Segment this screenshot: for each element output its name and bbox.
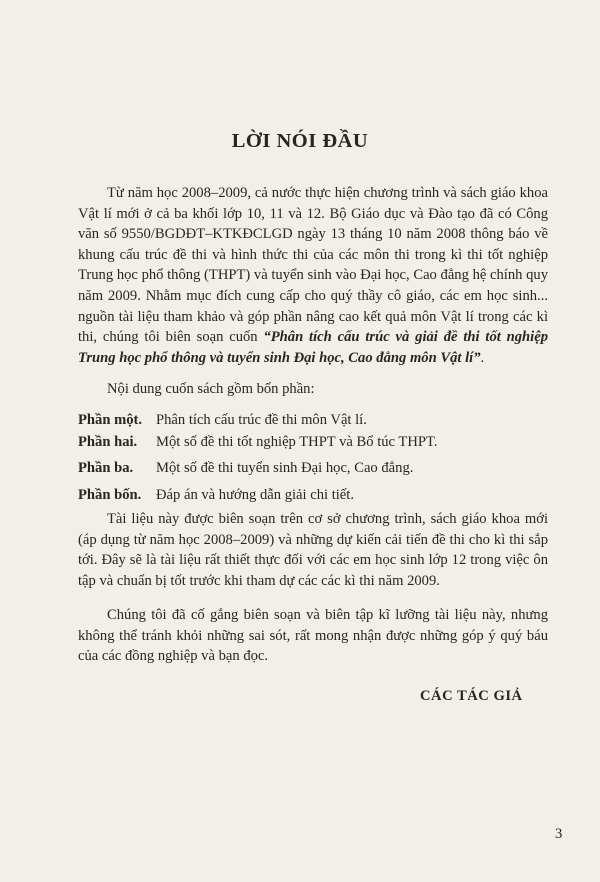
part-label: Phần hai. [78,434,138,450]
part-text: Một số đề thi tuyển sinh Đại học, Cao đẳng. [156,460,414,476]
part-text: Đáp án và hướng dẫn giải chi tiết. [156,487,354,503]
part-item [78,432,437,453]
part-item [78,485,354,506]
paragraph-intro [78,183,548,368]
part-label: Phần một. [78,412,143,428]
part-item [78,458,413,479]
part-text: Phân tích cấu trúc đề thi môn Vật lí. [156,412,367,428]
part-label: Phần bốn. [78,487,142,503]
author-signature: CÁC TÁC GIẢ [420,688,523,704]
part-text: Một số đề thi tốt nghiệp THPT và Bổ túc THPT. [156,434,438,450]
paragraph-thanks: Chúng tôi đã cố gắng biên soạn và biên tập kĩ lưỡng tài liệu này, nhưng không thể tránh khỏi những sai sót, rất mong nhận được những góp ý quý báu của các đồng nghiệp và bạn đọc. [78,607,548,665]
paragraph-intro-text: Từ năm học 2008–2009, cả nước thực hiện chương trình và sách giáo khoa Vật lí mới ở cả ba khối lớp 10, 11 và 12. Bộ Giáo dục và Đào tạo đã có Công văn số 9550/BGDĐT–KTKĐCLGD ngày 13 tháng 10 năm 2008 thông báo về khung cấu trúc đề thi và hình thức thi của các môn thi trong kì thi tốt nghiệp Trung học phổ thông (THPT) và tuyển sinh vào Đại học, Cao đẳng hệ chính quy năm 2009. Nhằm mục đích cung cấp cho quý thầy cô giáo, các em học sinh... nguồn tài liệu tham khảo và góp phần nâng cao kết quả môn Vật lí trong các kì thi, chúng tôi biên soạn cuốn [78,185,548,346]
paragraph-intro-end: . [480,349,485,366]
part-label: Phần ba. [78,460,134,476]
contents-intro: Nội dung cuốn sách gồm bốn phần: [107,381,315,397]
paragraph-basis: Tài liệu này được biên soạn trên cơ sở chương trình, sách giáo khoa mới (áp dụng từ năm học 2008–2009) và những dự kiến cải tiến đề thi cho kì thi sắp tới. Đây sẽ là tài liệu rất thiết thực đối với các em học sinh lớp 12 trong việc ôn tập và chuẩn bị tốt trước khi tham dự các các kì thi năm 2009. [78,511,548,589]
book-title: “Phân tích cấu trúc và giải đề thi tốt nghiệp Trung học phổ thông và tuyển sinh Đại học, Cao đẳng môn Vật lí” [78,329,548,366]
part-item [78,410,367,431]
page-number: 3 [555,826,563,842]
page-title: LỜI NÓI ĐẦU [231,130,369,152]
